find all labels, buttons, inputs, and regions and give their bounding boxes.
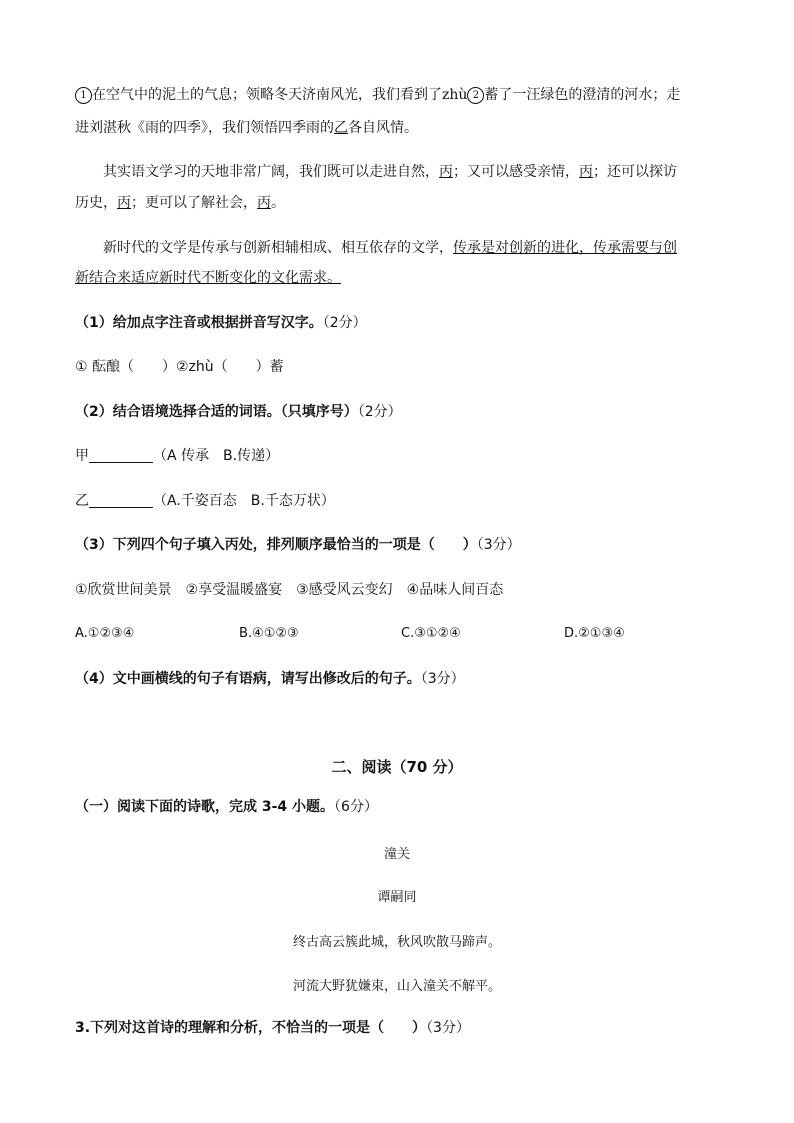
intro-line-4 xyxy=(75,193,285,213)
jia-label: 甲 xyxy=(75,448,89,464)
intro-line-3 xyxy=(103,162,677,182)
intro-text: ；又可以感受亲情， xyxy=(453,164,579,180)
intro-text: 。 xyxy=(271,195,285,211)
q3-option-b[interactable]: B.④①②③ xyxy=(239,626,299,641)
q2-heading xyxy=(75,402,402,422)
intro-line-5 xyxy=(103,238,677,258)
blank-marker-bing: 丙 xyxy=(579,164,593,180)
underlined-sentence: 新结合来适应新时代不断变化的文化需求。 xyxy=(75,270,341,286)
q3-option-d[interactable]: D.②①③④ xyxy=(564,626,625,641)
intro-text: 其实语文学习的天地非常广阔，我们既可以走进自然， xyxy=(103,164,439,180)
intro-line-6 xyxy=(75,268,341,288)
poem-title: 潼关 xyxy=(383,847,410,862)
intro-line-1 xyxy=(75,85,680,105)
q4-score: （3分） xyxy=(420,671,465,687)
q2-jia xyxy=(75,446,279,466)
q4-title: （4）文中画横线的句子有语病，请写出修改后的句子。 xyxy=(75,671,421,687)
underlined-sentence: 传承是对创新的进化，传承需要与创 xyxy=(453,240,677,256)
q1-score: （2分） xyxy=(322,315,367,331)
q1-heading xyxy=(75,313,367,333)
q2-title: （2）结合语境选择合适的词语。（只填序号） xyxy=(75,404,358,420)
q1-title: （1）给加点字注音或根据拼音写汉字。 xyxy=(75,315,323,331)
sub-section-heading xyxy=(75,797,378,817)
intro-text: 新时代的文学是传承与创新相辅相成、相互依存的文学， xyxy=(103,240,453,256)
poem-line: 河流大野犹嫌束，山入潼关不解平。 xyxy=(292,979,501,994)
yi-answer-blank[interactable] xyxy=(89,492,153,508)
sub-section-title: （一）阅读下面的诗歌，完成 3-4 小题。 xyxy=(75,799,335,815)
q2-yi xyxy=(75,491,335,511)
sub-section-score: （6分） xyxy=(334,799,378,815)
poem-line: 终古高云簇此城，秋风吹散马蹄声。 xyxy=(292,935,501,950)
q3-heading xyxy=(75,535,521,555)
jia-answer-blank[interactable] xyxy=(89,447,153,463)
q3-option-a[interactable]: A.①②③④ xyxy=(75,626,135,641)
q3-sentences: ①欣赏世间美景 ②享受温暖盛宴 ③感受风云变幻 ④品味人间百态 xyxy=(75,582,504,598)
question-3-heading xyxy=(75,1018,470,1038)
section-title: 二、阅读（70 分） xyxy=(331,758,463,776)
blank-marker-yi: 乙 xyxy=(334,120,348,136)
blank-marker-bing: 丙 xyxy=(439,164,453,180)
yi-options: （A.千姿百态 B.千态万状） xyxy=(153,493,335,509)
circled-number: 2 xyxy=(467,87,484,104)
intro-text: 蓄了一汪绿色的澄清的河水；走 xyxy=(484,87,681,103)
circled-number: 1 xyxy=(75,87,92,104)
poem-author: 谭嗣同 xyxy=(377,890,417,905)
intro-text: 进刘湛秋《雨的四季》，我们领悟四季雨的 xyxy=(75,120,334,136)
q1-line: ① 酝酿（ ）②zhù（ ）蓄 xyxy=(75,359,284,375)
q3-score: （3分） xyxy=(476,537,521,553)
intro-text: 各自风情。 xyxy=(348,120,418,136)
intro-text: 历史， xyxy=(75,195,117,211)
question-3-title: 3.下列对这首诗的理解和分析，不恰当的一项是（ ） xyxy=(75,1020,427,1036)
blank-marker-bing: 丙 xyxy=(117,195,131,211)
q3-title: （3）下列四个句子填入丙处，排列顺序最恰当的一项是（ ） xyxy=(75,537,477,553)
question-3-score: （3分） xyxy=(426,1020,470,1036)
q2-score: （2分） xyxy=(357,404,402,420)
intro-line-2 xyxy=(75,118,418,138)
q3-option-c[interactable]: C.③①②④ xyxy=(401,626,461,641)
intro-text: ；更可以了解社会， xyxy=(131,195,257,211)
q4-heading xyxy=(75,669,465,689)
jia-options: （A 传承 B.传递） xyxy=(153,448,280,464)
intro-text: 在空气中的泥土的气息；领略冬天济南风光，我们看到了zhù xyxy=(92,87,468,103)
yi-label: 乙 xyxy=(75,493,89,509)
blank-marker-bing: 丙 xyxy=(257,195,271,211)
intro-text: ；还可以探访 xyxy=(593,164,677,180)
